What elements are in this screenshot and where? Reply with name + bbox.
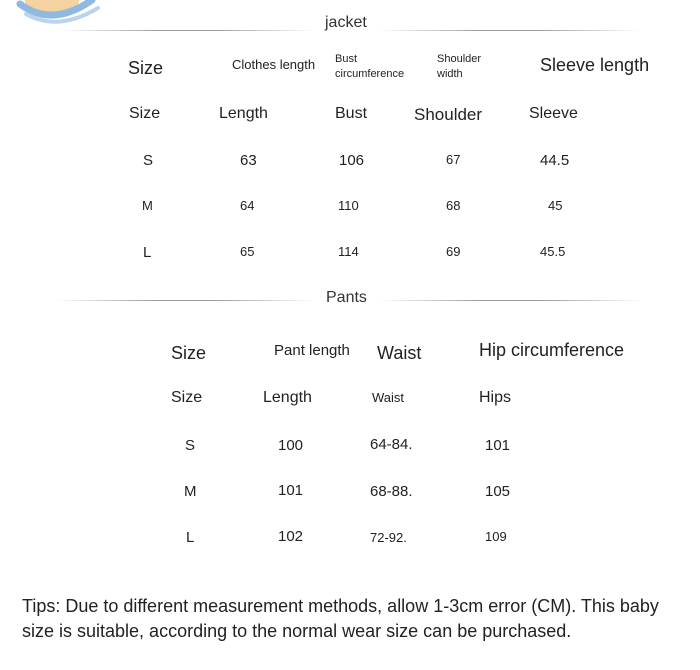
jacket-header-size: Size [128, 58, 164, 78]
jacket-row-l-size: L [143, 244, 152, 261]
pants-subheader-waist: Waist [372, 390, 405, 405]
jacket-subheader-size: Size [129, 105, 161, 122]
pants-row-s-length: 100 [278, 437, 304, 454]
jacket-subheader-bust: Bust [335, 105, 368, 122]
pants-row-m-size: M [184, 483, 197, 500]
jacket-row-m-bust: 110 [338, 198, 359, 213]
jacket-header-bust: Bust circumference [335, 53, 405, 80]
jacket-row-m-length: 64 [240, 198, 255, 213]
jacket-row-s-shoulder: 67 [446, 152, 461, 167]
jacket-row-m-shoulder: 68 [446, 198, 461, 213]
jacket-row-m-size: M [142, 198, 153, 213]
pants-divider-right [378, 300, 643, 301]
size-tips-text: Tips: Due to different measurement methods, allow 1-3cm error (CM). This baby size is suitable, according to the normal wear size can be purchased. [22, 596, 659, 641]
jacket-divider-right [378, 30, 640, 31]
pants-row-s-hips: 101 [485, 437, 511, 454]
pants-row-l-waist: 72-92. [370, 530, 407, 545]
jacket-subheader-shoulder: Shoulder [414, 105, 483, 124]
pants-header-length: Pant length [274, 342, 350, 359]
jacket-header-sleeve: Sleeve length [540, 55, 650, 75]
jacket-row-l-sleeve: 45.5 [540, 244, 566, 259]
pants-title: Pants [326, 289, 367, 306]
jacket-row-s-size: S [143, 152, 154, 169]
jacket-row-m-sleeve: 45 [548, 198, 563, 213]
jacket-row-l-bust: 114 [338, 244, 359, 259]
pants-row-s-size: S [185, 437, 196, 454]
pants-row-l-size: L [186, 529, 195, 546]
pants-row-s-waist: 64-84. [370, 436, 413, 453]
jacket-divider-left [60, 30, 315, 31]
pants-row-m-length: 101 [278, 482, 304, 499]
pants-row-m-waist: 68-88. [370, 483, 413, 500]
jacket-row-l-shoulder: 69 [446, 244, 461, 259]
pants-header-waist: Waist [377, 343, 422, 363]
pants-divider-left [55, 300, 315, 301]
pants-subheader-hips: Hips [479, 389, 512, 406]
pants-header-size: Size [171, 343, 207, 363]
pants-row-l-length: 102 [278, 528, 304, 545]
jacket-header-length: Clothes length [232, 57, 316, 72]
jacket-row-s-length: 63 [240, 152, 257, 169]
jacket-subheader-sleeve: Sleeve [529, 105, 578, 122]
jacket-row-l-length: 65 [240, 244, 255, 259]
pants-row-m-hips: 105 [485, 483, 511, 500]
pants-subheader-length: Length [263, 389, 312, 406]
jacket-subheader-length: Length [219, 105, 268, 122]
jacket-row-s-bust: 106 [339, 152, 365, 169]
brand-logo-icon [12, 0, 102, 24]
jacket-header-shoulder: Shoulder width [437, 53, 482, 80]
jacket-title: jacket [325, 14, 367, 31]
jacket-row-s-sleeve: 44.5 [540, 152, 570, 169]
pants-subheader-size: Size [171, 389, 203, 406]
pants-header-hip: Hip circumference [479, 340, 625, 360]
pants-row-l-hips: 109 [485, 529, 507, 544]
